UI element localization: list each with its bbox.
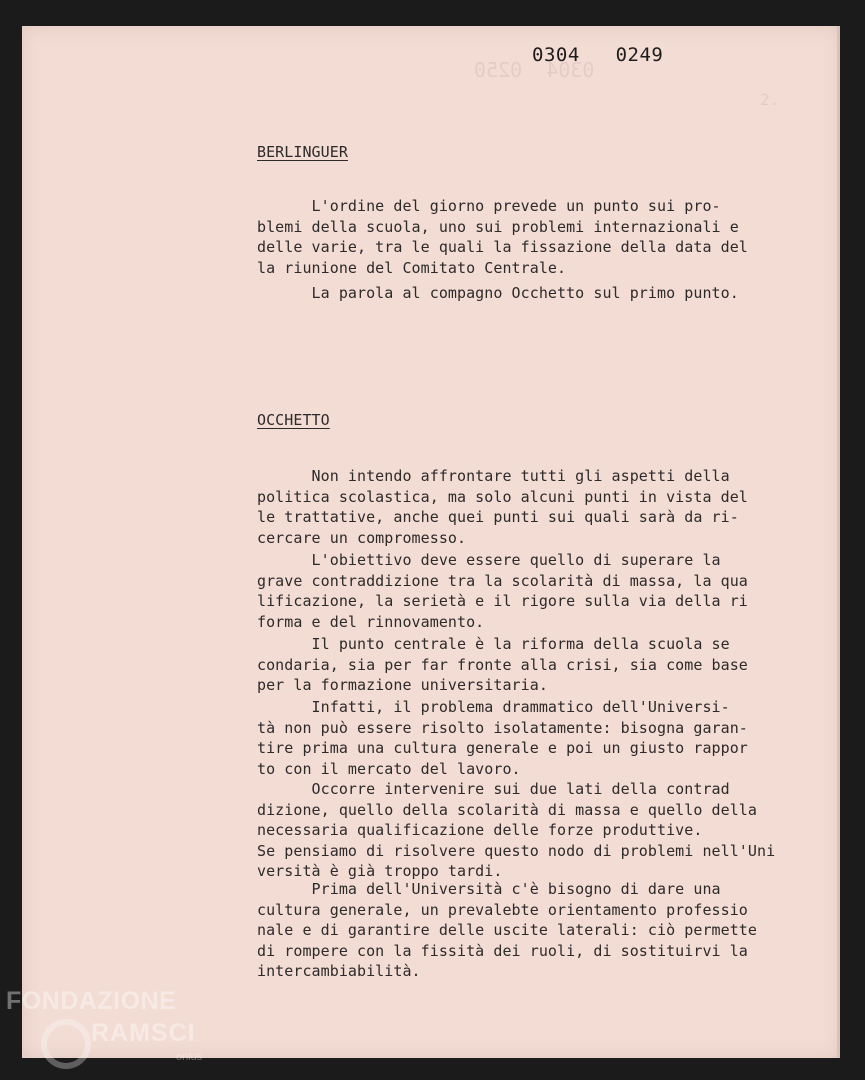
occhetto-paragraph-5: Occorre intervenire sui due lati della contrad dizione, quello della scolarità di massa e quello della necessaria qualificazione delle forze produttive. Se pensiamo di risolvere questo nodo di problemi nell'Uni versità è già troppo tardi. [257, 780, 776, 880]
logo-line-2: RAMSCI [91, 1019, 196, 1047]
berlinguer-paragraph-2: La parola al compagno Occhetto sul primo punto. [257, 284, 739, 302]
document-number: 0304 0249 [532, 44, 664, 66]
fondazione-gramsci-logo [4, 984, 219, 1076]
occhetto-paragraph-1: Non intendo affrontare tutti gli aspetti della politica scolastica, ma solo alcuni punti in vista del le trattative, anche quei punti sui quali sarà da ri- cercare un compromesso. [257, 467, 748, 547]
bleed-through-text: 0304 0250 [474, 58, 595, 82]
logo-line-1: FONDAZIONE [6, 987, 177, 1015]
occhetto-paragraph-3: Il punto centrale è la riforma della scuola se condaria, sia per far fronte alla crisi, sia come base per la formazione universitaria. [257, 635, 748, 694]
logo-g-emblem [44, 1022, 88, 1066]
occhetto-paragraph-2: L'obiettivo deve essere quello di superare la grave contraddizione tra la scolarità di massa, la qua lificazione, la serietà e il rigore sulla via della ri forma e del rinnovamento. [257, 551, 748, 631]
bleed-through-page-number: 2. [760, 90, 780, 109]
occhetto-paragraph-4: Infatti, il problema drammatico dell'Universi- tà non può essere risolto isolatamente: bisogna garan- tire prima una cultura generale e poi un giusto rappor to con il mercato del lavoro. [257, 698, 748, 778]
occhetto-paragraph-6: Prima dell'Università c'è bisogno di dare una cultura generale, un prevalebte orientamento professio nale e di garantire delle uscite laterali: ciò permette di rompere con la fissità dei ruoli, di sostituirvi la intercambiabilità. [257, 880, 757, 980]
berlinguer-paragraph-1: L'ordine del giorno prevede un punto sui pro- blemi della scuola, uno sui problemi internazionali e delle varie, tra le quali la fissazione della data del la riunione del Comitato Centrale. [257, 197, 748, 277]
logo-line-3: onlus [176, 1051, 203, 1063]
speaker-heading-berlinguer: BERLINGUER [257, 143, 348, 161]
speaker-heading-occhetto: OCCHETTO [257, 411, 330, 429]
